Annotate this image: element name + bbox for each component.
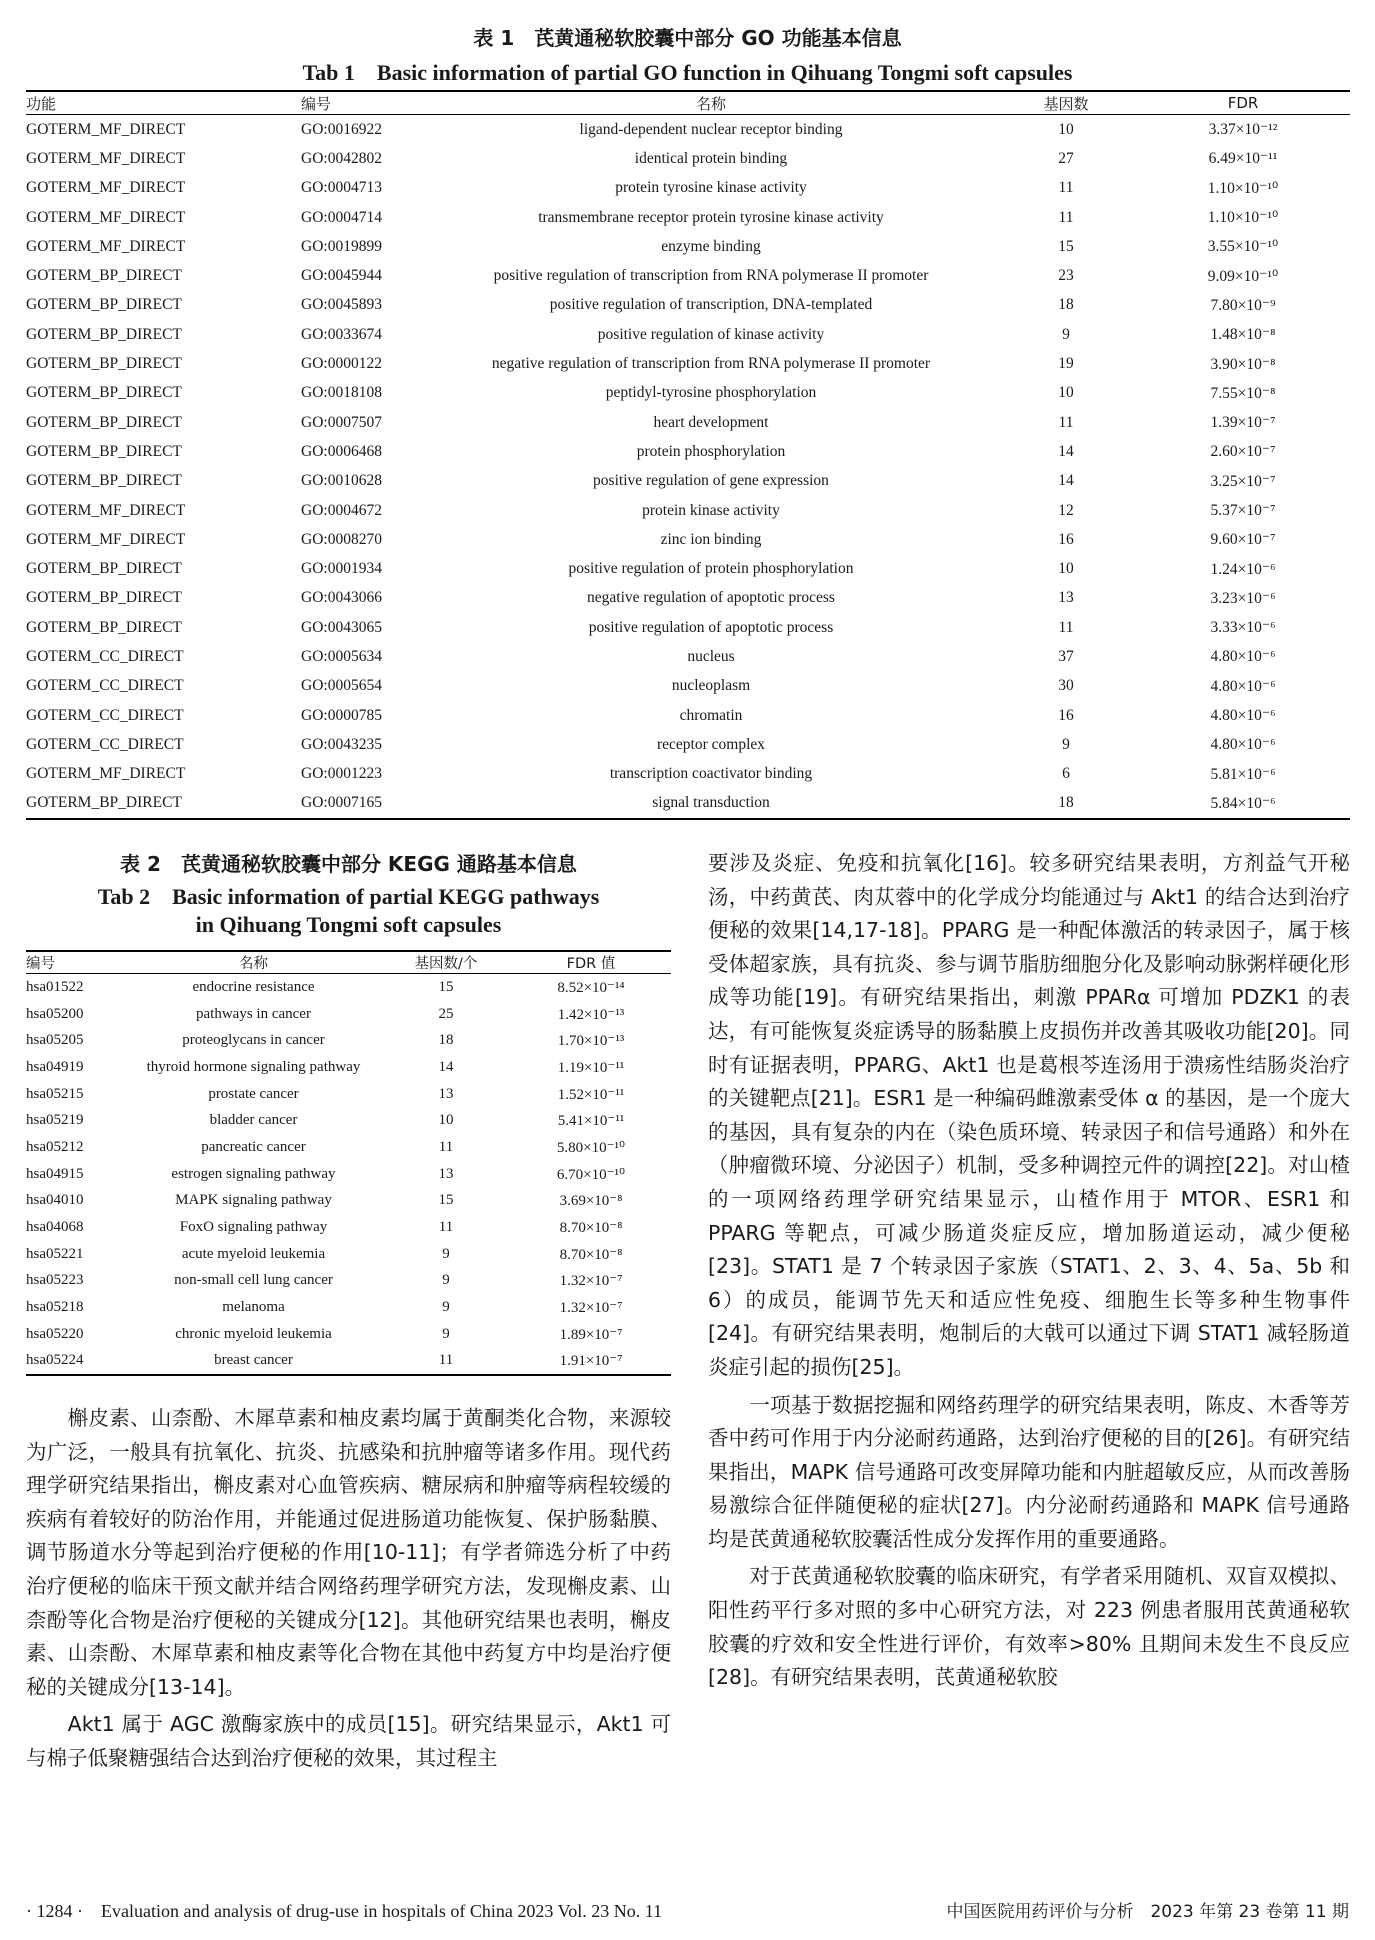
go-function-table [26,90,1350,820]
table-cell: 1.48×10⁻⁸ [1210,326,1276,344]
table-cell: GO:0000122 [301,355,382,373]
right-column-text [708,847,1350,1695]
table-cell: GOTERM_MF_DIRECT [26,179,186,197]
left-paragraph-2: Akt1 属于 AGC 激酶家族中的成员[15]。研究结果显示，Akt1 可与棉子低聚糖强结合达到治疗便秘的效果，其过程主 [26,1712,671,1770]
table-cell: GO:0001223 [301,765,382,783]
table-cell: 9 [442,1245,450,1262]
table-cell: 15 [438,1192,454,1209]
table-cell: GO:0004672 [301,501,382,519]
table-cell: 4.80×10⁻⁶ [1210,736,1276,754]
table-cell: 1.91×10⁻⁷ [511,1348,671,1376]
table-row [26,467,1350,496]
table-cell: 14 [438,1058,454,1075]
table-cell: 12 [1058,501,1074,519]
table-row [26,144,1350,173]
table-cell: 10 [1058,384,1074,402]
table-cell: 3.23×10⁻⁶ [1210,589,1276,607]
table-cell: 9 [442,1299,450,1316]
table2-header: FDR 值 [511,951,671,974]
table-row [26,1268,671,1295]
table-row [26,1161,671,1188]
table-cell: non-small cell lung cancer [174,1272,333,1289]
table-cell: GO:0016922 [301,120,382,138]
table-cell: GO:0000785 [301,706,382,724]
table-cell: GO:0042802 [301,149,382,167]
table1-header: FDR [1136,91,1350,115]
table-row [26,1107,671,1134]
table-cell: hsa05215 [26,1085,84,1102]
table-cell: hsa05220 [26,1325,84,1342]
table-cell: transcription coactivator binding [609,765,813,783]
kegg-pathway-table [26,950,671,1376]
table-cell: GOTERM_MF_DIRECT [26,120,186,138]
table-cell: 9.09×10⁻¹⁰ [1207,267,1279,285]
table-cell: pathways in cancer [196,1005,311,1022]
table-cell: 23 [1058,267,1074,285]
table-cell: 1.39×10⁻⁷ [1210,414,1276,432]
table1-title-en: Tab 1 Basic information of partial GO function in Qihuang Tongmi soft capsules [302,60,1073,85]
table-cell: GOTERM_BP_DIRECT [26,618,182,636]
table-cell: 1.89×10⁻⁷ [559,1326,623,1343]
table-cell: GO:0004714 [301,208,382,226]
table-row [26,1214,671,1241]
table-cell: GO:0010628 [301,472,382,490]
table-row [26,672,1350,701]
table-cell: 10 [1058,120,1074,138]
left-paragraph-1: 槲皮素、山柰酚、木犀草素和柚皮素均属于黄酮类化合物，来源较为广泛，一般具有抗氧化、抗炎、抗感染和抗肿瘤等诸多作用。现代药理学研究结果指出，槲皮素对心血管疾病、糖尿病和肿瘤等病程较缓的疾病有着较好的防治作用，并能通过促进肠道功能恢复、保护肠黏膜、调节肠道水分等起到治疗便秘的作用[10-11]；有学者筛选分析了中药治疗便秘的临床干预文献并结合网络药理学研究方法，发现槲皮素、山柰酚等化合物是治疗便秘的关键成分[12]。其他研究结果也表明，槲皮素、山柰酚、木犀草素和柚皮素等化合物在其他中药复方中均是治疗便秘的关键成分[13-14]。 [26,1406,671,1699]
table-cell: 1.32×10⁻⁷ [559,1300,623,1317]
table-cell: GOTERM_BP_DIRECT [26,560,182,578]
table-cell: GOTERM_BP_DIRECT [26,413,182,431]
right-paragraph-2: 一项基于数据挖掘和网络药理学的研究结果表明，陈皮、木香等芳香中药可作用于内分泌耐药通路，达到治疗便秘的目的[26]。有研究结果指出，MAPK 信号通路可改变屏障功能和内脏超敏反应，从而改善肠易激综合征伴随便秘的症状[27]。内分泌耐药通路和 MAPK 信号通路均是芪黄通秘软胶囊活性成分发挥作用的重要通路。 [708,1392,1350,1551]
table1-header: 功能 [26,91,241,115]
table-cell: 19 [1058,355,1074,373]
table-cell: 16 [1058,706,1074,724]
table-row [26,789,1350,819]
table-cell: 9 [1062,325,1070,343]
table-cell: 18 [438,1032,454,1049]
table-cell: GO:0045893 [301,296,382,314]
table-row [26,1081,671,1108]
table-cell: positive regulation of protein phosphorylation [568,560,854,578]
table-cell: 16 [1058,530,1074,548]
table-cell: 15 [438,978,454,995]
table-row [26,1027,671,1054]
table-row [26,1001,671,1028]
table-cell: GOTERM_BP_DIRECT [26,267,182,285]
table-cell: 18 [1058,296,1074,314]
table-row [26,730,1350,759]
table-cell: GOTERM_CC_DIRECT [26,677,184,695]
table-cell: FoxO signaling pathway [179,1219,328,1236]
table-cell: 14 [1058,442,1074,460]
table-row [26,261,1350,290]
table-cell: 1.32×10⁻⁷ [559,1273,623,1290]
table-cell: 11 [1058,208,1074,226]
table2-title-en-line1: Tab 2 Basic information of partial KEGG pathways [97,884,600,909]
table-cell: 4.80×10⁻⁶ [1210,677,1276,695]
table-cell: nucleus [687,647,735,665]
table-cell: GOTERM_BP_DIRECT [26,442,182,460]
table-row [26,613,1350,642]
table-cell: 8.70×10⁻⁸ [559,1220,623,1237]
table-cell: hsa04068 [26,1219,84,1236]
table-cell: 9 [1062,735,1070,753]
table2-header: 名称 [126,951,381,974]
table-cell: 30 [1058,677,1074,695]
table-row [26,232,1350,261]
table-cell: bladder cancer [209,1112,298,1129]
table-cell: endocrine resistance [192,978,315,995]
table-row [26,1134,671,1161]
table-row [26,554,1350,583]
table-cell: positive regulation of transcription, DNA-templated [549,296,873,314]
table-row [26,203,1350,232]
table1-header: 编号 [241,91,426,115]
table-cell: 1.52×10⁻¹¹ [557,1086,625,1103]
table-cell: 3.55×10⁻¹⁰ [1207,238,1279,256]
table-row [26,320,1350,349]
table-cell: 7.55×10⁻⁸ [1210,384,1276,402]
table-cell: 1.70×10⁻¹³ [557,1033,625,1050]
table-cell: chromatin [679,706,743,724]
table-cell: GOTERM_CC_DIRECT [26,647,184,665]
table-row [26,379,1350,408]
table-cell: positive regulation of gene expression [593,472,829,490]
table-cell: GOTERM_BP_DIRECT [26,296,182,314]
table-cell: 25 [438,1005,454,1022]
table-row [26,1294,671,1321]
table-cell: GO:0005654 [301,677,382,695]
table-cell: 11 [1058,179,1074,197]
table-cell: 11 [1058,618,1074,636]
table-cell: acute myeloid leukemia [181,1245,326,1262]
table-cell: 10 [1058,560,1074,578]
table-cell: GO:0043066 [301,589,382,607]
table-cell: 11 [438,1138,454,1155]
footer-right: 中国医院用药评价与分析 2023 年第 23 卷第 11 期 [946,1902,1349,1922]
right-paragraph-1: 要涉及炎症、免疫和抗氧化[16]。较多研究结果表明，方剂益气开秘汤，中药黄芪、肉苁蓉中的化学成分均能通过与 Akt1 的结合达到治疗便秘的效果[14,17-18]。PPARG 是一种配体激活的转录因子，属于核受体超家族，具有抗炎、参与调节脂肪细胞分化及影响动脉粥样硬化形成等功能[19]。有研究结果指出，刺激 PPARα 可增加 PDZK1 的表达，有可能恢复炎症诱导的肠黏膜上皮损伤并改善其吸收功能[20]。同时有证据表明，PPARG、Akt1 也是葛根芩连汤用于溃疡性结肠炎治疗的关键靶点[21]。ESR1 是一种编码雌激素受体 α 的基因，是一个庞大的基因，具有复杂的内在（染色质环境、转录因子和信号通路）和外在（肿瘤微环境、分泌因子）机制，受多种调控元件的调控[22]。对山楂的一项网络药理学研究结果显示，山楂作用于 MTOR、ESR1 和 PPARG 等靶点，可减少肠道炎症反应，增加肠道运动，减少便秘[23]。STAT1 是 7 个转录因子家族（STAT1、2、3、4、5a、5b 和 6）的成员，能调节先天和适应性免疫、细胞生长等多种生物事件[24]。有研究结果表明，炮制后的大戟可以通过下调 STAT1 减轻肠道炎症引起的损伤[25]。 [708,851,1350,1379]
table-cell: GO:0006468 [301,442,382,460]
table-cell: 3.69×10⁻⁸ [559,1193,623,1210]
table-cell: positive regulation of transcription from RNA polymerase II promoter [493,267,929,285]
table-row [26,584,1350,613]
table-row [26,525,1350,554]
table-cell: GO:0007507 [301,413,382,431]
table-cell: GOTERM_MF_DIRECT [26,149,186,167]
table-cell: 27 [1058,149,1074,167]
table-cell: protein phosphorylation [636,442,786,460]
table-cell: GO:0033674 [301,325,382,343]
table-cell: receptor complex [656,735,765,753]
table-row [26,1188,671,1215]
table-cell: positive regulation of kinase activity [597,325,825,343]
table2-header: 基因数/个 [381,951,511,974]
table-cell: 2.60×10⁻⁷ [1210,443,1276,461]
table-cell: 6.49×10⁻¹¹ [1208,150,1278,168]
table-cell: 5.84×10⁻⁶ [1136,789,1350,819]
table-cell: 11 [1058,413,1074,431]
table-cell: GO:0005634 [301,647,382,665]
table-cell: breast cancer [126,1348,381,1376]
table-cell: GO:0001934 [301,560,382,578]
table-cell: zinc ion binding [660,530,762,548]
table-cell: 5.80×10⁻¹⁰ [556,1139,626,1156]
table-cell: 8.70×10⁻⁸ [559,1246,623,1263]
table-cell: positive regulation of apoptotic process [588,618,834,636]
table-cell: hsa05200 [26,1005,84,1022]
table-cell: 37 [1058,647,1074,665]
table-row [26,291,1350,320]
table-cell: hsa05224 [26,1348,126,1376]
table-row [26,1321,671,1348]
table-cell: hsa05223 [26,1272,84,1289]
table-row [26,496,1350,525]
table-cell: GOTERM_MF_DIRECT [26,765,186,783]
table1-header: 基因数 [996,91,1136,115]
table-cell: MAPK signaling pathway [175,1192,332,1209]
left-column-text [26,1402,671,1776]
table1-header: 名称 [426,91,996,115]
table-cell: 13 [438,1165,454,1182]
table-cell: GOTERM_CC_DIRECT [26,706,184,724]
table-cell: GOTERM_MF_DIRECT [26,237,186,255]
table-cell: pancreatic cancer [201,1138,306,1155]
table2-title-en-line2: in Qihuang Tongmi soft capsules [195,912,502,937]
table-cell: hsa05205 [26,1032,84,1049]
table-cell: protein kinase activity [642,501,780,519]
table-cell: GOTERM_MF_DIRECT [26,208,186,226]
table-cell: negative regulation of apoptotic process [587,589,835,607]
table-row [26,1348,671,1376]
table-cell: 3.37×10⁻¹² [1208,121,1278,139]
table-cell: 1.10×10⁻¹⁰ [1207,179,1279,197]
table-cell: GO:0008270 [301,530,382,548]
table-cell: 8.52×10⁻¹⁴ [557,979,625,996]
table-cell: 11 [438,1219,454,1236]
table-cell: prostate cancer [208,1085,299,1102]
table-cell: hsa01522 [26,978,84,995]
table1-title-cn: 表 1 芪黄通秘软胶囊中部分 GO 功能基本信息 [473,26,902,50]
table-cell: GOTERM_BP_DIRECT [26,325,182,343]
table-row [26,349,1350,378]
table-row [26,437,1350,466]
table-cell: hsa05219 [26,1112,84,1129]
table-cell: 4.80×10⁻⁶ [1210,648,1276,666]
table-cell: GO:0019899 [301,237,382,255]
table-cell: 7.80×10⁻⁹ [1210,296,1276,314]
table-cell: transmembrane receptor protein tyrosine kinase activity [538,208,884,226]
table-cell: GO:0043065 [301,618,382,636]
table-cell: 9 [442,1325,450,1342]
table-cell: 14 [1058,472,1074,490]
table-cell: 9 [442,1272,450,1289]
table-cell: 4.80×10⁻⁶ [1210,707,1276,725]
table-cell: 9.60×10⁻⁷ [1210,531,1276,549]
table-cell: 6 [1062,765,1070,783]
table-cell: GO:0043235 [301,735,382,753]
right-paragraph-3: 对于芪黄通秘软胶囊的临床研究，有学者采用随机、双盲双模拟、阳性药平行多对照的多中心研究方法，对 223 例患者服用芪黄通秘软胶囊的疗效和安全性进行评价，有效率>80% 且期间未发生不良反应[28]。有研究结果表明，芪黄通秘软胶 [708,1564,1350,1690]
table-cell: GOTERM_BP_DIRECT [26,789,241,819]
table-cell: 3.33×10⁻⁶ [1210,619,1276,637]
table-cell: melanoma [222,1299,285,1316]
table-row [26,760,1350,789]
table-row [26,408,1350,437]
table-row [26,701,1350,730]
table-cell: negative regulation of transcription from RNA polymerase II promoter [491,355,931,373]
footer-left: · 1284 · Evaluation and analysis of drug-use in hospitals of China 2023 Vol. 23 No. 11 [26,1901,663,1921]
table-cell: hsa05221 [26,1245,84,1262]
table-cell: 1.42×10⁻¹³ [557,1006,625,1023]
table-cell: GOTERM_BP_DIRECT [26,355,182,373]
table-cell: GOTERM_MF_DIRECT [26,501,186,519]
table-cell: hsa04919 [26,1058,84,1075]
table-cell: 3.25×10⁻⁷ [1210,472,1276,490]
table-cell: identical protein binding [634,149,788,167]
table-cell: chronic myeloid leukemia [175,1325,332,1342]
table-row [26,974,671,1001]
table-cell: 5.81×10⁻⁶ [1210,765,1276,783]
table-cell: enzyme binding [661,237,761,255]
table-cell: estrogen signaling pathway [171,1165,336,1182]
table-cell: hsa05212 [26,1138,84,1155]
table-cell: 18 [996,789,1136,819]
table-cell: hsa04010 [26,1192,84,1209]
table-cell: GOTERM_BP_DIRECT [26,384,182,402]
table-row [26,1241,671,1268]
table-row [26,642,1350,671]
table-cell: GO:0004713 [301,179,382,197]
table-cell: 13 [438,1085,454,1102]
table-cell: 5.37×10⁻⁷ [1210,502,1276,519]
table-row [26,174,1350,203]
table-cell: 10 [438,1112,454,1129]
table-cell: signal transduction [426,789,996,819]
table-cell: ligand-dependent nuclear receptor binding [579,120,843,138]
table-cell: 13 [1058,589,1074,607]
table-cell: 3.90×10⁻⁸ [1210,355,1276,373]
table-row [26,1054,671,1081]
table-cell: hsa04915 [26,1165,84,1182]
table-row [26,115,1350,145]
table2-header: 编号 [26,951,126,974]
table-cell: GO:0045944 [301,267,382,285]
table-cell: hsa05218 [26,1299,84,1316]
table-cell: GO:0007165 [241,789,426,819]
table-cell: thyroid hormone signaling pathway [146,1058,361,1075]
table-cell: proteoglycans in cancer [182,1032,325,1049]
table-cell: 1.10×10⁻¹⁰ [1207,209,1279,227]
table-cell: 11 [381,1348,511,1376]
table-cell: nucleoplasm [671,677,751,695]
table-cell: 1.19×10⁻¹¹ [557,1059,625,1076]
table-cell: heart development [653,413,769,431]
table-cell: GOTERM_MF_DIRECT [26,530,186,548]
table-cell: GO:0018108 [301,384,382,402]
table-cell: 1.24×10⁻⁶ [1210,560,1276,578]
table-cell: protein tyrosine kinase activity [615,179,807,197]
table-cell: GOTERM_BP_DIRECT [26,589,182,607]
table-cell: GOTERM_BP_DIRECT [26,472,182,490]
table-cell: 15 [1058,237,1074,255]
table-cell: 5.41×10⁻¹¹ [557,1113,625,1130]
table-cell: peptidyl-tyrosine phosphorylation [605,384,817,402]
table-cell: GOTERM_CC_DIRECT [26,735,184,753]
table2-title-cn: 表 2 芪黄通秘软胶囊中部分 KEGG 通路基本信息 [120,852,577,876]
table-cell: 6.70×10⁻¹⁰ [556,1166,626,1183]
